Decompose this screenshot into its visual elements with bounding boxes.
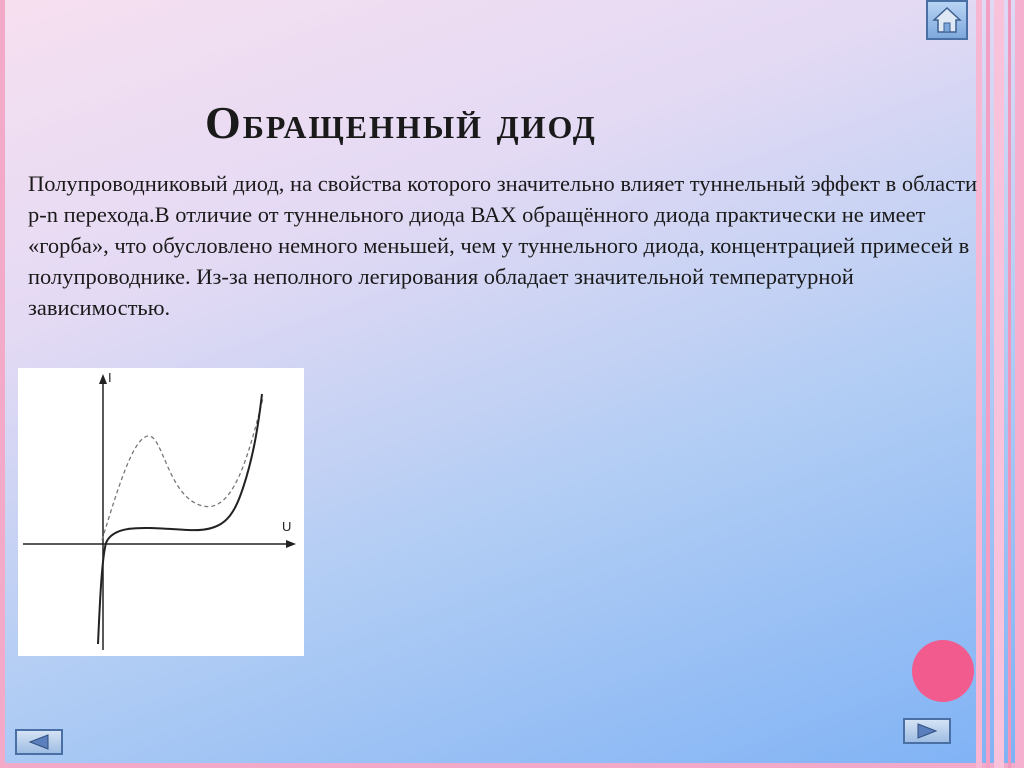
slide-title: Обращенный диод <box>205 97 597 148</box>
previous-slide-button[interactable] <box>15 729 63 755</box>
slide-body-text: Полупроводниковый диод, на свойства которого значительно влияет туннельный эффект в области p-n перехода.В отличие от туннельного диода ВАХ обращённого диода практически не имеет «горба», что обусловлено немного меньшей, чем у туннельного диода, концентрацией примесей в полупроводнике. Из-за неполного легирования обладает значительной температурной зависимостью. <box>28 171 978 320</box>
left-edge-stripe <box>0 0 5 768</box>
arrow-right-icon <box>915 723 939 739</box>
y-axis-label: I <box>108 370 112 385</box>
y-axis-arrow <box>99 374 107 384</box>
home-icon <box>932 6 962 34</box>
right-edge-stripes <box>976 0 1024 768</box>
next-slide-button[interactable] <box>903 718 951 744</box>
backward-diode-curve <box>98 394 262 644</box>
tunnel-diode-curve <box>102 398 263 540</box>
home-button[interactable] <box>926 0 968 40</box>
decorative-circle <box>912 640 974 702</box>
iv-characteristic-figure <box>18 368 304 656</box>
x-axis-arrow <box>286 540 296 548</box>
x-axis-label: U <box>282 519 292 534</box>
arrow-left-icon <box>27 734 51 750</box>
bottom-edge-stripe <box>0 763 1024 768</box>
